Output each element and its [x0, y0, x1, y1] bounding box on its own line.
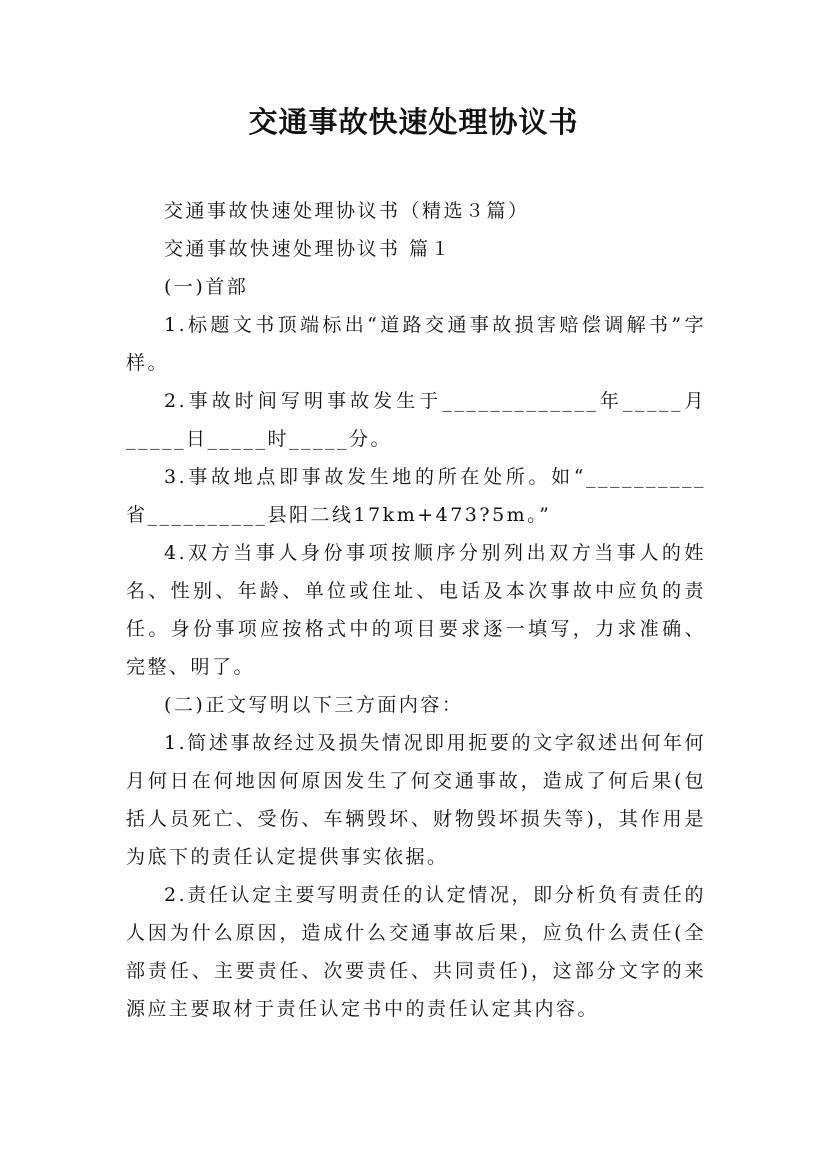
- paragraph: 3.事故地点即事故发生地的所在处所。如“__________省__________县阳二线17km+473?5m。”: [126, 466, 706, 526]
- paragraph: 4.双方当事人身份事项按顺序分别列出双方当事人的姓名、性别、年龄、单位或住址、电话及本次事故中应负的责任。身份事项应按格式中的项目要求逐一填写，力求准确、完整、明了。: [126, 542, 706, 678]
- document-body: [126, 192, 706, 1028]
- paragraph: (二)正文写明以下三方面内容：: [164, 694, 464, 716]
- document-title: 交通事故快速处理协议书: [248, 105, 579, 139]
- paragraph: 交通事故快速处理协议书（精选３篇）: [164, 200, 530, 222]
- paragraph: 2.事故时间写明事故发生于_____________年_____月_____日_____时_____分。: [126, 390, 706, 450]
- paragraph: 2.责任认定主要写明责任的认定情况，即分析负有责任的人因为什么原因，造成什么交通事故后果，应负什么责任(全部责任、主要责任、次要责任、共同责任)，这部分文字的来源应主要取材于责任认定书中的责任认定其内容。: [126, 884, 706, 1020]
- paragraph: 交通事故快速处理协议书 篇１: [164, 238, 453, 260]
- paragraph: 1.标题文书顶端标出“道路交通事故损害赔偿调解书”字样。: [126, 314, 706, 374]
- paragraph: 1.简述事故经过及损失情况即用扼要的文字叙述出何年何月何日在何地因何原因发生了何交通事故，造成了何后果(包括人员死亡、受伤、车辆毁坏、财物毁坏损失等)，其作用是为底下的责任认定提供事实依据。: [126, 732, 706, 868]
- paragraph: (一)首部: [164, 276, 249, 298]
